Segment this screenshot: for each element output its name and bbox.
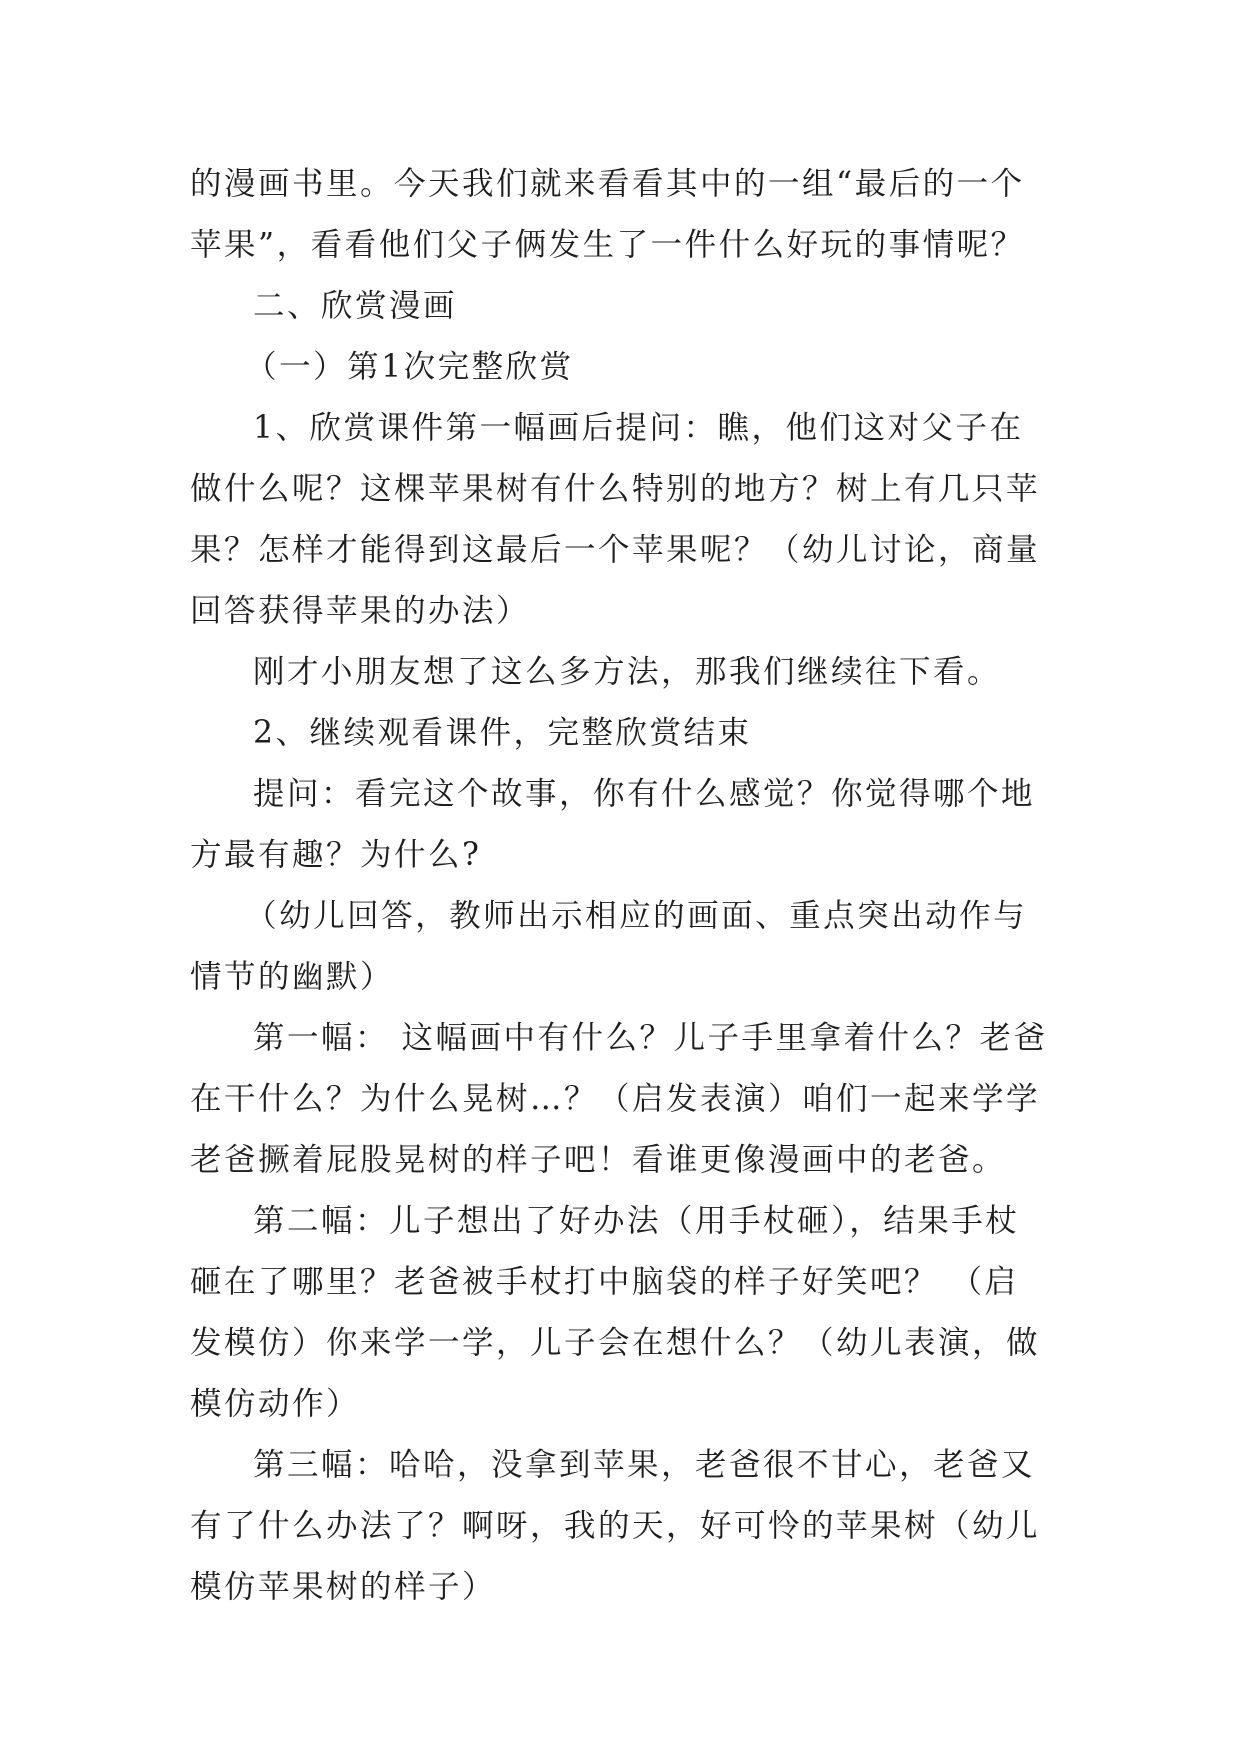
paragraph-transition: 刚才小朋友想了这么多方法，那我们继续往下看。: [253, 654, 1002, 690]
paragraph-question: 提问：看完这个故事，你有什么感觉？你觉得哪个地方最有趣？为什么?: [190, 776, 1036, 873]
paragraph-intro-continuation: 的漫画书里。今天我们就来看看其中的一组“最后的一个苹果”，看看他们父子俩发生了一件什么好玩的事情呢？: [190, 166, 1025, 263]
document-body: [190, 154, 1050, 1618]
paragraph-step-2: 2、继续观看课件，完整欣赏结束: [253, 715, 752, 751]
paragraph-children-answer: （幼儿回答，教师出示相应的画面、重点突出动作与情节的幽默）: [190, 898, 1028, 995]
section-heading-appreciate-comics: 二、欣赏漫画: [253, 288, 458, 324]
paragraph-panel-3: 第三幅：哈哈，没拿到苹果，老爸很不甘心，老爸又有了什么办法了？啊呀，我的天，好可怜的苹果树（幼儿模仿苹果树的样子）: [190, 1447, 1041, 1605]
subsection-heading-first-viewing: （一）第1次完整欣赏: [245, 349, 574, 385]
paragraph-panel-1: 第一幅： 这幅画中有什么？儿子手里拿着什么？老爸在干什么？为什么晃树…？（启发表演）咱们一起来学学老爸撅着屁股晃树的样子吧！看谁更像漫画中的老爸。: [190, 1020, 1048, 1178]
paragraph-step-1: 1、欣赏课件第一幅画后提问：瞧，他们这对父子在做什么呢？这棵苹果树有什么特别的地方？树上有几只苹果？怎样才能得到这最后一个苹果呢？（幼儿讨论，商量回答获得苹果的办法）: [190, 410, 1041, 629]
paragraph-panel-2: 第二幅：儿子想出了好办法（用手杖砸），结果手杖砸在了哪里？老爸被手杖打中脑袋的样子好笑吧？ （启发模仿）你来学一学，儿子会在想什么？（幼儿表演，做模仿动作）: [190, 1203, 1041, 1422]
